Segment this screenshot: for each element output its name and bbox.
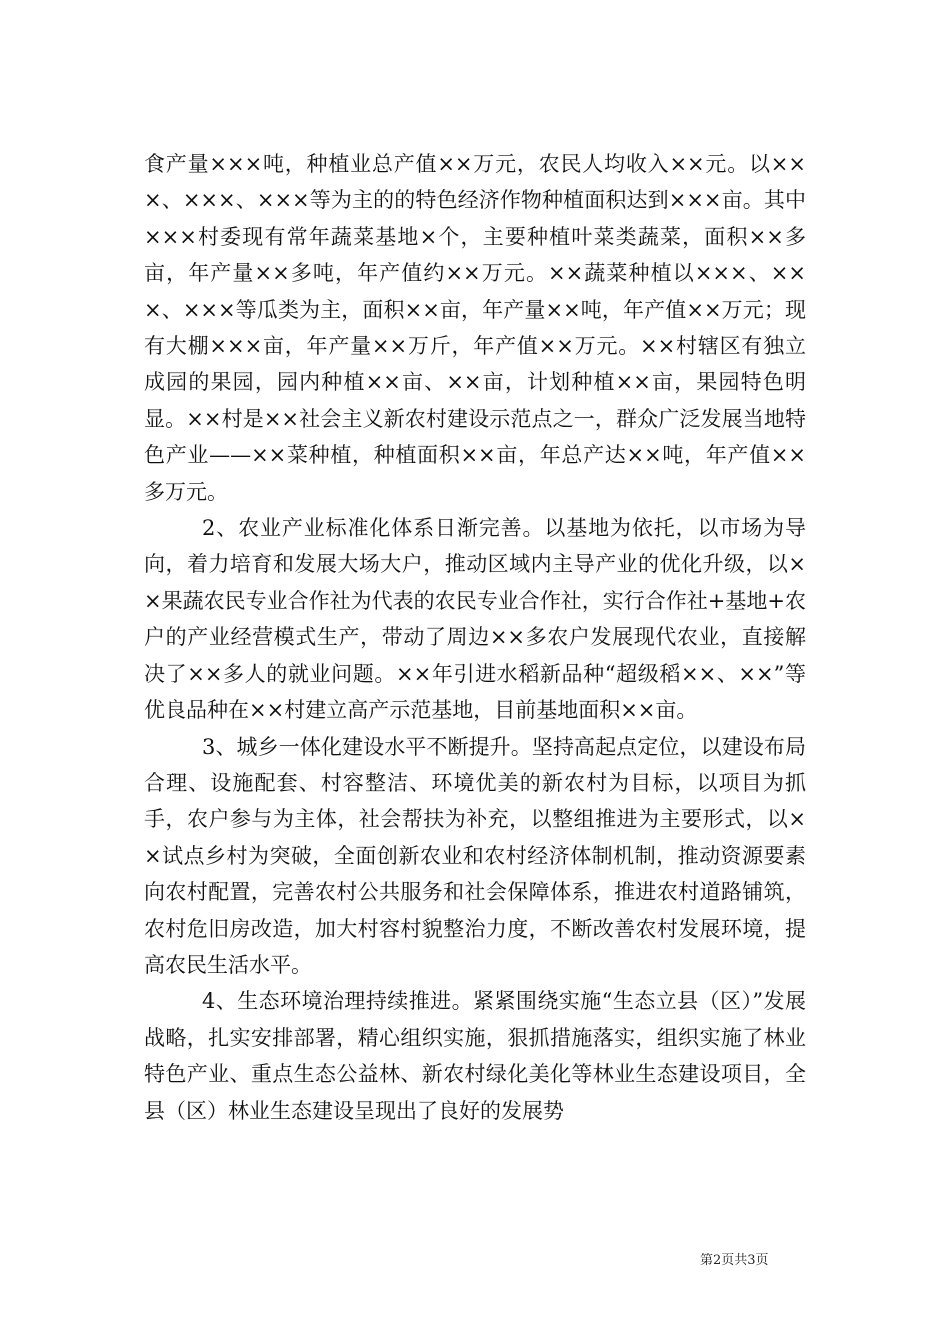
page-number-footer: 第2页共3页 [700,1253,769,1268]
document-body [144,146,806,1129]
paragraph-4: 4、生态环境治理持续推进。紧紧围绕实施“生态立县（区）”发展战略，扎实安排部署，精心组织实施，狠抓措施落实，组织实施了林业特色产业、重点生态公益林、新农村绿化美化等林业生态建设项目，全县（区）林业生态建设呈现出了良好的发展势 [144,989,806,1123]
paragraph-1: 食产量×××吨，种植业总产值××万元，农民人均收入××元。以×××、×××、×××等为主的的特色经济作物种植面积达到×××亩。其中×××村委现有常年蔬菜基地×个，主要种植叶菜类蔬菜，面积××多亩，年产量××多吨，年产值约××万元。××蔬菜种植以×××、×××、×××等瓜类为主，面积××亩，年产量××吨，年产值××万元；现有大棚×××亩，年产量××万斤，年产值××万元。××村辖区有独立成园的果园，园内种植××亩、××亩，计划种植××亩，果园特色明显。××村是××社会主义新农村建设示范点之一，群众广泛发展当地特色产业——××菜种植，种植面积××亩，年总产达××吨，年产值××多万元。 [144,152,806,504]
paragraph-3: 3、城乡一体化建设水平不断提升。坚持高起点定位，以建设布局合理、设施配套、村容整洁、环境优美的新农村为目标，以项目为抓手，农户参与为主体，社会帮扶为补充，以整组推进为主要形式，以××试点乡村为突破，全面创新农业和农村经济体制机制，推动资源要素向农村配置，完善农村公共服务和社会保障体系，推进农村道路铺筑，农村危旧房改造，加大村容村貌整治力度，不断改善农村发展环境，提高农民生活水平。 [144,734,806,977]
paragraph-2: 2、农业产业标准化体系日渐完善。以基地为依托，以市场为导向，着力培育和发展大场大户，推动区域内主导产业的优化升级，以××果蔬农民专业合作社为代表的农民专业合作社，实行合作社+基地+农户的产业经营模式生产，带动了周边××多农户发展现代农业，直接解决了××多人的就业问题。××年引进水稻新品种“超级稻××、××”等优良品种在××村建立高产示范基地，目前基地面积××亩。 [144,516,806,723]
